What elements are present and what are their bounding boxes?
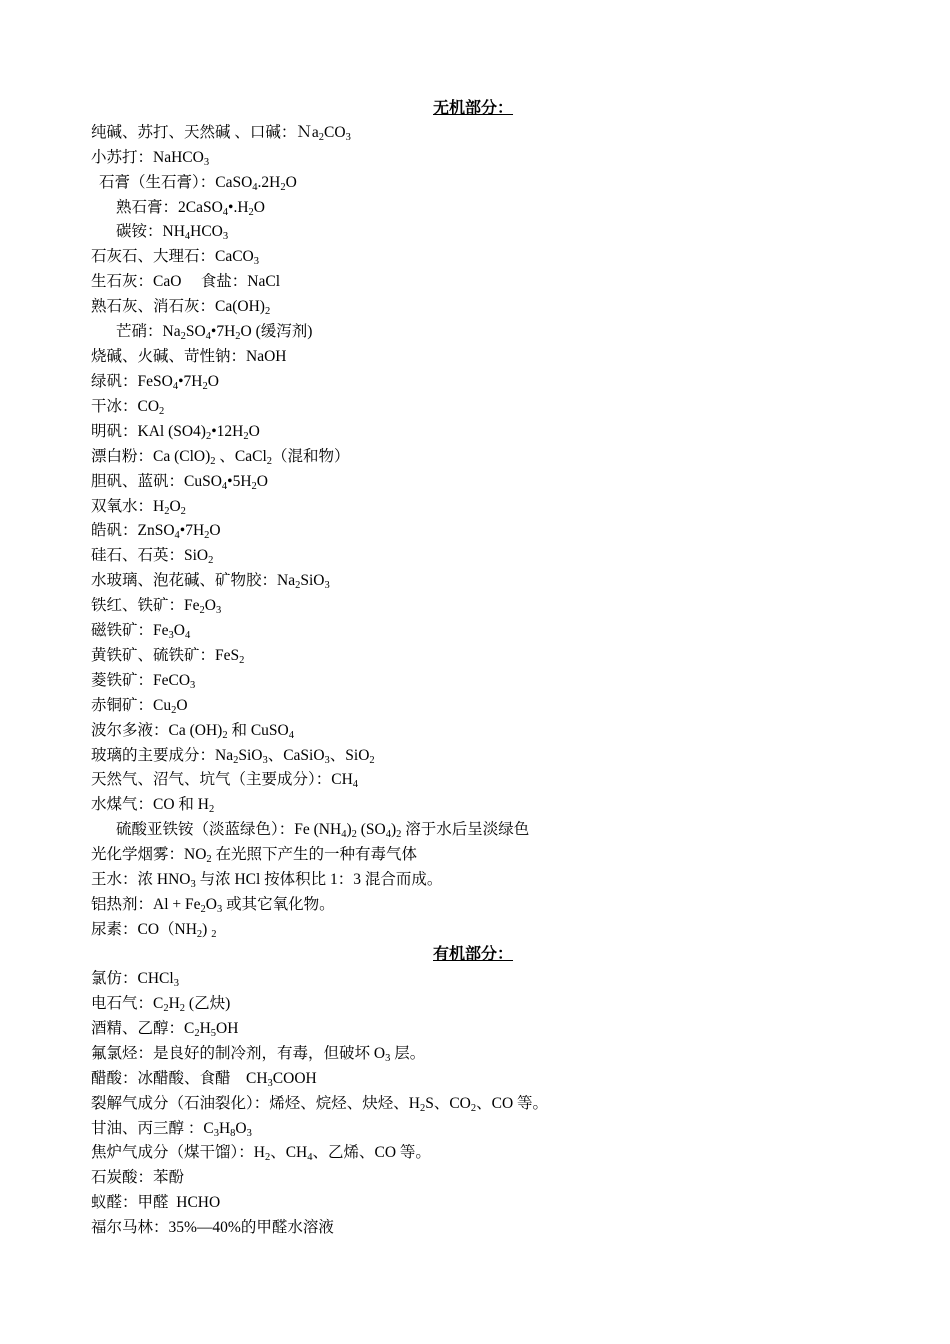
text-line: 石炭酸：苯酚 xyxy=(91,1169,185,1186)
text-line: 石灰石、大理石：CaCO$_3$ xyxy=(91,248,260,267)
text-line: 水玻璃、泡花碱、矿物胶：$Na_2SiO_3$ xyxy=(91,572,330,591)
text-line: 福尔马林：35%—40%的甲醛水溶液 xyxy=(91,1219,334,1236)
text-line: 甘油、丙三醇 ：$C_3H_8O_3$ xyxy=(91,1120,252,1139)
text-line: 玻璃的主要成分：$Na_2SiO_3$、CaSiO$_3$、SiO$_2$ xyxy=(91,747,375,766)
text-line: 醋酸：冰醋酸、食醋 $CH_3COOH$ xyxy=(91,1070,317,1089)
text-line: 磁铁矿：$Fe_3O_4$ xyxy=(91,622,191,641)
text-line: 小苏打：NaHCO$_3$ xyxy=(91,149,210,168)
text-line: 生石灰：CaO 食盐：NaCl xyxy=(91,273,281,290)
text-line: 芒硝：$Na_2SO_4•7H_2O$ (缓泻剂) xyxy=(116,323,313,342)
text-line: 裂解气成分（石油裂化）：烯烃、烷烃、炔烃、$H_2S$、$CO_2$、CO 等。 xyxy=(91,1095,549,1114)
text-line: 干冰：$CO_2$ xyxy=(91,398,165,417)
text-line: 硫酸亚铁铵（淡蓝绿色）：Fe $(NH_4)_2$ $(SO_4)_2$ 溶于水后呈淡绿色 xyxy=(116,821,530,840)
text-line: 纯碱、苏打、天然碱 、口碱：$Na_2CO_3$ xyxy=(91,124,351,143)
text-line: 石膏（生石膏）：$CaSO_4.2H_2O$ xyxy=(99,174,297,193)
text-line: 氟氯烃：是良好的制冷剂，有毒，但破坏 $O_3$ 层。 xyxy=(91,1045,426,1064)
inorganic-heading: 无机部分： xyxy=(433,100,514,117)
text-line: 菱铁矿：FeCO$_3$ xyxy=(91,672,196,691)
text-line: 硅石、石英：SiO$_2$ xyxy=(91,547,214,566)
text-line: 铝热剂：$Al + Fe_2O_3$ 或其它氧化物。 xyxy=(91,896,335,915)
text-line: 水煤气：CO 和 $H_2$ xyxy=(91,796,215,815)
text-line: 碳铵：$NH_4HCO_3$ xyxy=(116,223,229,242)
text-line: 烧碱、火碱、苛性钠：NaOH xyxy=(91,348,287,365)
text-line: 漂白粉：Ca $(ClO)_2$ 、CaCl$_2$（混和物） xyxy=(91,448,350,467)
text-line: 双氧水：$H_2O_2$ xyxy=(91,498,186,517)
text-line: 氯仿：CHCl$_3$ xyxy=(91,970,179,989)
text-line: 绿矾：$FeSO_4•7H_2O$ xyxy=(91,373,219,392)
text-line: 酒精、乙醇：$C_2H_5OH$ xyxy=(91,1020,239,1039)
text-line: 黄铁矿、硫铁矿：FeS$_2$ xyxy=(91,647,245,666)
organic-heading: 有机部分： xyxy=(433,946,514,963)
text-line: 王水：浓 $HNO_3$ 与浓 HCl 按体积比 1：3 混合而成。 xyxy=(91,871,443,890)
text-line: 蚁醛：甲醛 HCHO xyxy=(91,1194,221,1211)
text-line: 波尔多液：Ca $(OH)_2$ 和 CuSO$_4$ xyxy=(91,722,294,741)
text-line: 赤铜矿：$Cu_2O$ xyxy=(91,697,188,716)
text-line: 光化学烟雾：$NO_2$ 在光照下产生的一种有毒气体 xyxy=(91,846,418,865)
text-line: 熟石灰、消石灰：$Ca(OH)_2$ xyxy=(91,298,271,317)
text-line: 尿素：$CO(NH_2)$ $_2$ xyxy=(91,921,217,940)
text-line: 铁红、铁矿：$Fe_2O_3$ xyxy=(91,597,222,616)
text-line: 熟石膏：$2CaSO_4•.H_2O$ xyxy=(116,199,265,218)
text-line: 明矾：KAl $(SO4)_2•12H_2O$ xyxy=(91,423,260,442)
text-line: 皓矾：$ZnSO_4•7H_2O$ xyxy=(91,522,221,541)
text-line: 焦炉气成分（煤干馏）：$H_2$、$CH_4$、乙烯、CO 等。 xyxy=(91,1144,431,1163)
text-line: 天然气、沼气、坑气（主要成分）：$CH_4$ xyxy=(91,771,359,790)
text-line: 胆矾、蓝矾：$CuSO_4•5H_2O$ xyxy=(91,473,268,492)
text-line: 电石气：$C_2H_2$ (乙炔) xyxy=(91,995,231,1014)
